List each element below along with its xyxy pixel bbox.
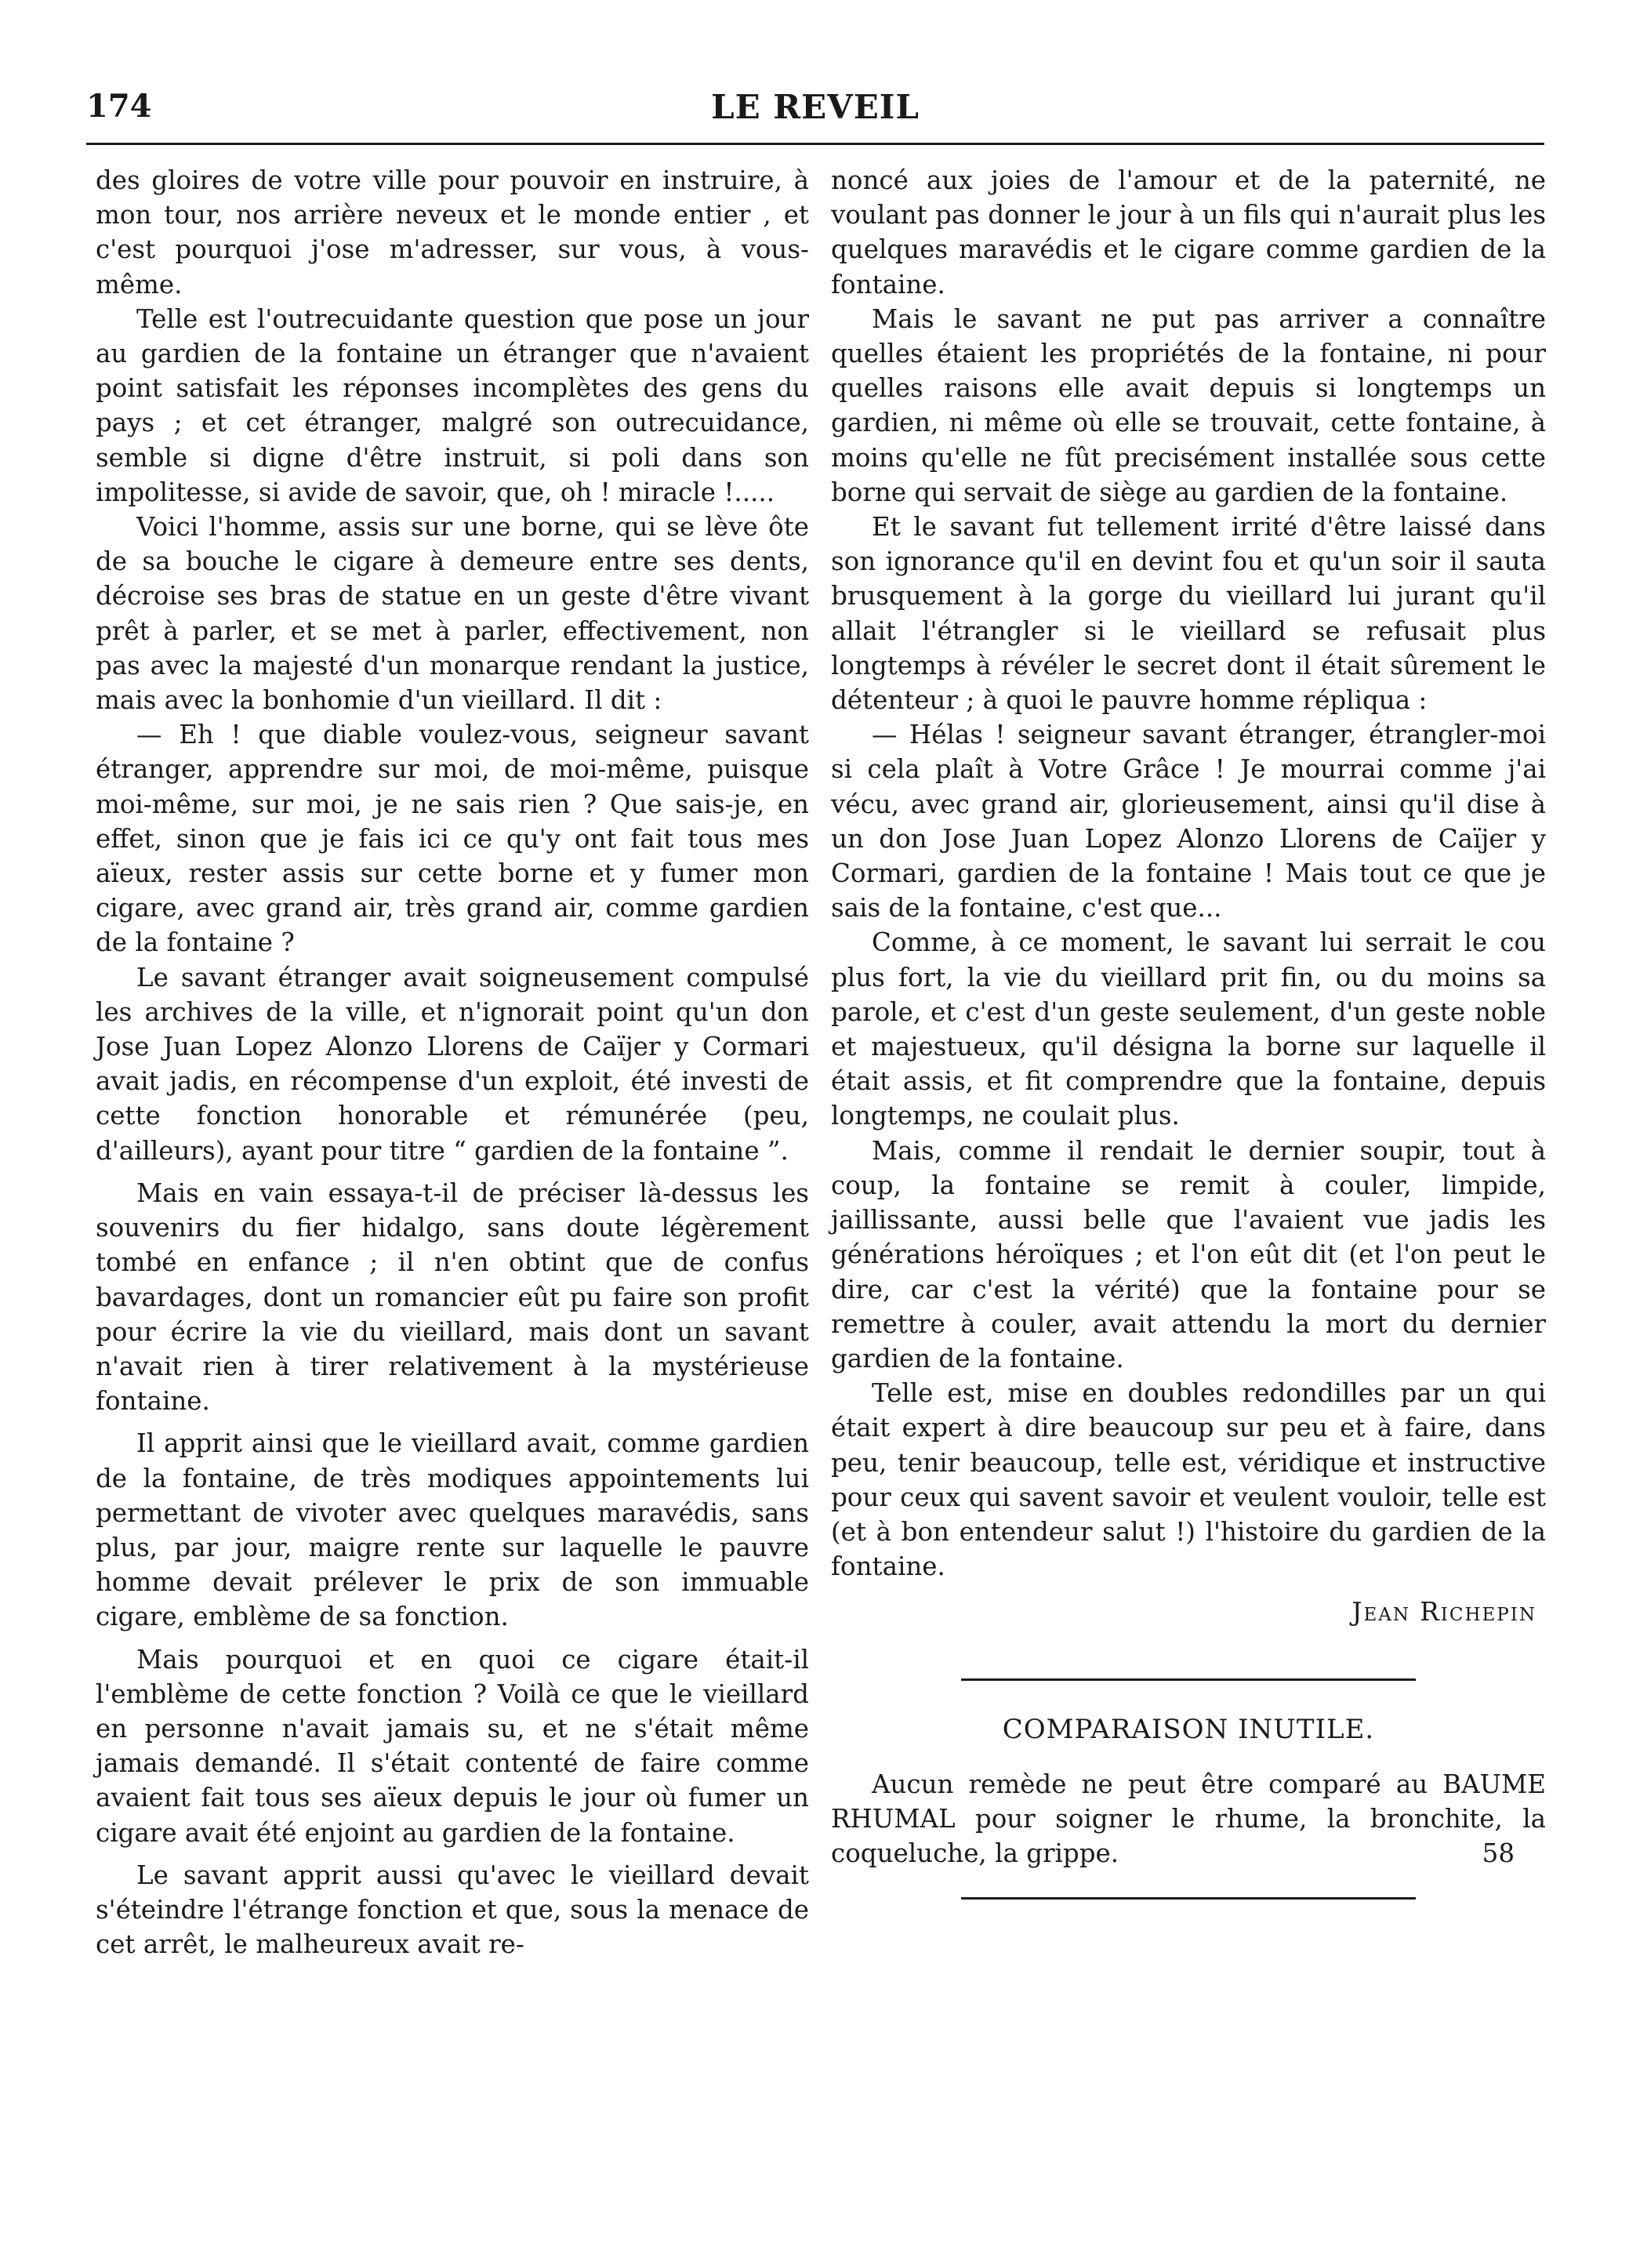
article-paragraph: Comme, à ce moment, le savant lui serrait le cou plus fort, la vie du vieillard prit fin, ou du moins sa parole, et c'est d'un geste seulement, d'un geste noble et majestueux, qu'il désigna la borne sur laquelle il était assis, et fit comprendre que la fontaine, depuis longtemps, ne coulait plus. bbox=[831, 927, 1546, 1131]
article-paragraph: — Eh ! que diable voulez-vous, seigneur savant étranger, apprendre sur moi, de moi-même, puisque moi-même, sur moi, je ne sais rien ? Que sais-je, en effet, sinon que je fais ici ce qu'y ont fait tous mes aïeux, rester assis sur cette borne et y fumer mon cigare, avec grand air, très grand air, comme gardien de la fontaine ? bbox=[96, 720, 809, 958]
article-paragraph: Telle est, mise en doubles redondilles par un qui était expert à dire beaucoup sur peu et à faire, dans peu, tenir beaucoup, telle est, véridique et instructive pour ceux qui savent savoir et veulent vouloir, telle est (et à bon entendeur salut !) l'histoire du gardien de la fontaine. bbox=[831, 1378, 1546, 1582]
article-paragraph: Mais pourquoi et en quoi ce cigare était-il l'emblème de cette fonction ? Voilà ce que le vieillard en personne n'avait jamais su, et ne s'était même jamais demandé. Il s'était contenté de faire comme avaient fait tous ses aïeux depuis le jour où fumer un cigare avait été enjoint au gardien de la fontaine. bbox=[96, 1644, 809, 1848]
article-paragraph: Mais en vain essaya-t-il de préciser là-dessus les souvenirs du fier hidalgo, sans doute légèrement tombé en enfance ; il n'en obtint que de confus bavardages, dont un romancier eût pu faire son profit pour écrire la vie du vieillard, mais dont un savant n'avait rien à tirer relativement à la mystérieuse fontaine. bbox=[96, 1178, 809, 1417]
article-paragraph: Il apprit ainsi que le vieillard avait, comme gardien de la fontaine, de très modiques appointements lui permettant de vivoter avec quelques maravédis, sans plus, par jour, maigre rente sur laquelle le pauvre homme devait prélever le prix de son immuable cigare, emblème de sa fonction. bbox=[96, 1428, 809, 1632]
page-number: 174 bbox=[86, 88, 152, 125]
article-paragraph: noncé aux joies de l'amour et de la paternité, ne voulant pas donner le jour à un fils qui n'aurait plus les quelques maravédis et le cigare comme gardien de la fontaine. bbox=[831, 165, 1546, 299]
article-paragraph: Mais le savant ne put pas arriver a connaître quelles étaient les propriétés de la fontaine, ni pour quelles raisons elle avait depuis si longtemps un gardien, ni même où elle se trouvait, cette fontaine, à moins qu'elle ne fût precisément installée sous cette borne qui servait de siège au gardien de la fontaine. bbox=[831, 303, 1546, 507]
separator-rule bbox=[961, 1897, 1416, 1900]
ad-body: Aucun remède ne peut être comparé au BAUME RHUMAL pour soigner le rhume, la bronchite, la coqueluche, la grippe. bbox=[831, 1769, 1546, 1869]
header-rule bbox=[86, 143, 1544, 145]
right-column bbox=[831, 163, 1546, 1900]
article-paragraph: Telle est l'outrecuidante question que pose un jour au gardien de la fontaine un étranger que n'avaient point satisfait les réponses incomplètes des gens du pays ; et cet étranger, malgré son outrecuidance, semble si digne d'être instruit, si poli dans son impolitesse, si avide de savoir, que, oh ! miracle !..... bbox=[96, 303, 809, 507]
page-header bbox=[86, 88, 1544, 135]
separator-rule bbox=[961, 1678, 1416, 1681]
article-paragraph: Le savant apprit aussi qu'avec le vieillard devait s'éteindre l'étrange fonction et que, sous la menace de cet arrêt, le malheureux avait re- bbox=[96, 1860, 809, 1960]
article-paragraph: Voici l'homme, assis sur une borne, qui se lève ôte de sa bouche le cigare à demeure entre ses dents, décroise ses bras de statue en un geste d'être vivant prêt à parler, et se met à parler, effectivement, non pas avec la majesté d'un monarque rendant la justice, mais avec la bonhomie d'un vieillard. Il dit : bbox=[96, 512, 809, 716]
article-paragraph: Le savant étranger avait soigneusement compulsé les archives de la ville, et n'ignorait point qu'un don Jose Juan Lopez Alonzo Llorens de Caïjer y Cormari avait jadis, en récompense d'un exploit, été investi de cette fonction honorable et rémunérée (peu, d'ailleurs), ayant pour titre “ gardien de la fontaine ”. bbox=[96, 962, 809, 1166]
article-paragraph: Et le savant fut tellement irrité d'être laissé dans son ignorance qu'il en devint fou et qu'un soir il sauta brusquement à la gorge du vieillard lui jurant qu'il allait l'étrangler si le vieillard se refusait plus longtemps à révéler le secret dont il était sûrement le détenteur ; à quoi le pauvre homme répliqua : bbox=[831, 512, 1546, 716]
journal-title: LE REVEIL bbox=[711, 88, 920, 126]
ad-number: 58 bbox=[1482, 1838, 1515, 1869]
ad-title: COMPARAISON INUTILE. bbox=[1002, 1713, 1375, 1745]
article-paragraph: — Hélas ! seigneur savant étranger, étrangler-moi si cela plaît à Votre Grâce ! Je mourrai comme j'ai vécu, avec grand air, glorieusement, ainsi qu'il dise à un don Jose Juan Lopez Alonzo Llorens de Caïjer y Cormari, gardien de la fontaine ! Mais tout ce que je sais de la fontaine, c'est que... bbox=[831, 720, 1546, 924]
left-column bbox=[96, 163, 809, 1961]
article-paragraph: Mais, comme il rendait le dernier soupir, tout à coup, la fontaine se remit à couler, limpide, jaillissante, aussi belle que l'avaient vue jadis les générations héroïques ; et l'on eût dit (et l'on peut le dire, car c'est la vérité) que la fontaine pour se remettre à couler, avait attendu la mort du dernier gardien de la fontaine. bbox=[831, 1135, 1546, 1374]
ad-text bbox=[831, 1767, 1546, 1871]
author-signature: Jean Richepin bbox=[1351, 1597, 1536, 1628]
article-paragraph: des gloires de votre ville pour pouvoir en instruire, à mon tour, nos arrière neveux et le monde entier , et c'est pourquoi j'ose m'adresser, sur vous, à vous-même. bbox=[96, 165, 809, 299]
